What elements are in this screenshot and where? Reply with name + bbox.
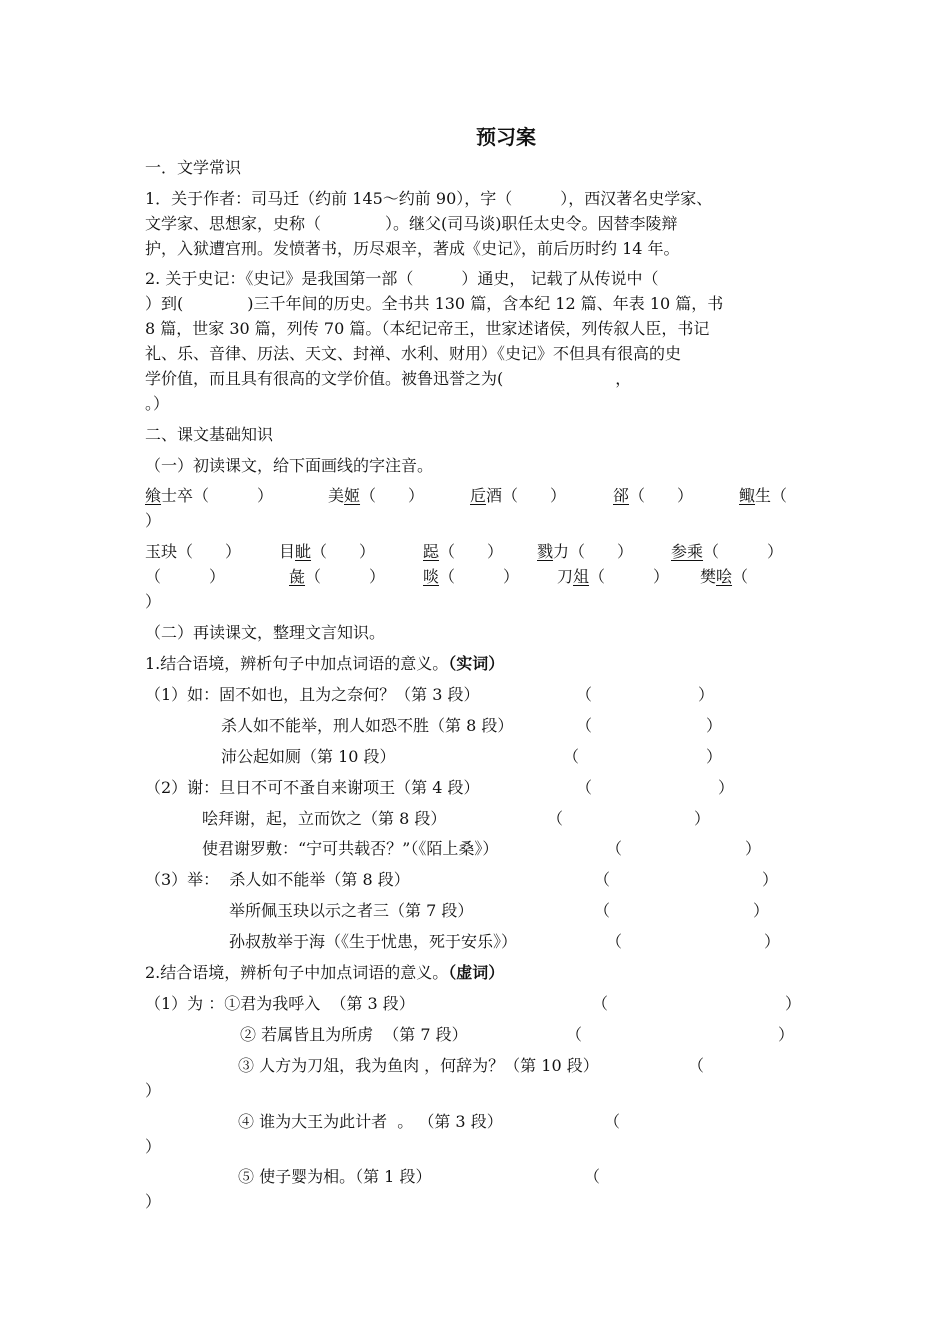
pinyin-item: （ ）	[145, 567, 226, 586]
q1-item: 沛公起如厕（第 10 段）	[221, 747, 396, 766]
answer-paren-open: （	[584, 1167, 601, 1186]
pinyin-item: 啖（ ）	[423, 567, 520, 586]
q1-item: （2）谢：旦日不可不蚤自来谢项王（第 4 段）	[145, 778, 480, 797]
answer-paren-close: ）	[785, 994, 802, 1013]
pinyin-item: 目眦（ ）	[279, 542, 376, 561]
shiji-line-6: 。）	[145, 394, 170, 413]
pinyin-item: 参乘（ ）	[671, 542, 784, 561]
shiji-line-1: 2. 关于史记：《史记》是我国第一部（ ）通史， 记载了从传说中（	[145, 269, 659, 288]
answer-paren-open: （	[594, 901, 611, 920]
q1-item: 哙拜谢，起，立而饮之（第 8 段）	[202, 809, 447, 828]
answer-paren-close: ）	[694, 809, 711, 828]
pinyin-item: 戮力（ ）	[537, 542, 634, 561]
answer-paren-open: （	[604, 1112, 621, 1131]
answer-paren-close: ）	[698, 685, 715, 704]
q2-item: ② 若属皆且为所虏 （第 7 段）	[240, 1025, 468, 1044]
pinyin-item-tail: ）	[145, 511, 162, 530]
question-1: 1.结合语境，辨析句子中加点词语的意义。（实词）	[145, 654, 505, 673]
answer-paren-open: （	[576, 778, 593, 797]
answer-paren-open: （	[566, 1025, 583, 1044]
answer-paren-open: （	[606, 932, 623, 951]
q1-item: 孙叔敖举于海（《生于忧患，死于安乐》）	[229, 932, 518, 951]
author-line-3: 护，入狱遭宫刑。发愤著书，历尽艰辛，著成《史记》，前后历时约 14 年。	[145, 239, 680, 258]
shiji-line-2: ）到( )三千年间的历史。全书共 130 篇，含本纪 12 篇、年表 10 篇，书	[145, 294, 724, 313]
shiji-line-4: 礼、乐、音律、历法、天文、封禅、水利、财用）《史记》不但具有很高的史	[145, 344, 682, 363]
answer-paren-close: ）	[718, 778, 735, 797]
author-line-2: 文学家、思想家，史称（ ）。继父(司马谈)职任太史令。因替李陵辩	[145, 214, 678, 233]
q1-item: 举所佩玉玦以示之者三（第 7 段）	[229, 901, 474, 920]
shiji-line-5: 学价值，而且具有很高的文学价值。被鲁迅誉之为( ，	[145, 369, 632, 388]
q2-item: ⑤ 使子婴为相。（第 1 段）	[238, 1167, 432, 1186]
pinyin-item: 鲰生（	[739, 486, 788, 505]
answer-paren-open: （	[594, 870, 611, 889]
pinyin-item-tail: ）	[145, 592, 162, 611]
q2-item: ③ 人方为刀俎，我为鱼肉 ，何辞为？（第 10 段）	[238, 1056, 599, 1075]
answer-paren-open: （	[563, 747, 580, 766]
answer-paren-close: ）	[145, 1081, 162, 1100]
shiji-line-3: 8 篇，世家 30 篇，列传 70 篇。（本纪记帝王，世家述诸侯，列传叙人臣，书记	[145, 319, 710, 338]
q1-item: （3）举： 杀人如不能举（第 8 段）	[145, 870, 410, 889]
answer-paren-open: （	[592, 994, 609, 1013]
section1-heading: 一．文学常识	[145, 158, 242, 177]
q2-item: （1）为 ：①君为我呼入 （第 3 段）	[145, 994, 415, 1013]
answer-paren-open: （	[547, 809, 564, 828]
q2-item: ④ 谁为大王为此计者 。 （第 3 段）	[238, 1112, 503, 1131]
answer-paren-open: （	[688, 1056, 705, 1075]
pinyin-item: 美姬（ ）	[328, 486, 425, 505]
author-line-1: 1．关于作者：司马迁（约前 145～约前 90），字（ ），西汉著名史学家、	[145, 189, 713, 208]
pinyin-item: 郤（ ）	[613, 486, 694, 505]
answer-paren-close: ）	[762, 870, 779, 889]
subsection-1-heading: （一）初读课文，给下面画线的字注音。	[145, 456, 434, 475]
q1-item: （1）如：固不如也，且为之奈何？（第 3 段）	[145, 685, 480, 704]
answer-paren-close: ）	[145, 1137, 162, 1156]
q1-item: 杀人如不能举，刑人如恐不胜（第 8 段）	[221, 716, 514, 735]
pinyin-item: 彘（ ）	[289, 567, 386, 586]
pinyin-item: 卮酒（ ）	[470, 486, 567, 505]
answer-paren-close: ）	[764, 932, 781, 951]
pinyin-item: 刀俎（ ）	[557, 567, 670, 586]
page-title: 预习案	[476, 125, 536, 149]
q1-item: 使君谢罗敷：“宁可共载否？”（《陌上桑》）	[202, 839, 499, 858]
pinyin-item: 玉玦（ ）	[145, 542, 242, 561]
question-2: 2.结合语境，辨析句子中加点词语的意义。（虚词）	[145, 963, 505, 982]
pinyin-item: 樊哙（	[700, 567, 749, 586]
answer-paren-close: ）	[706, 747, 723, 766]
answer-paren-close: ）	[145, 1192, 162, 1211]
section2-heading: 二、课文基础知识	[145, 425, 274, 444]
answer-paren-open: （	[576, 685, 593, 704]
answer-paren-close: ）	[753, 901, 770, 920]
subsection-2-heading: （二）再读课文，整理文言知识。	[145, 623, 386, 642]
pinyin-item: 跽（ ）	[423, 542, 504, 561]
answer-paren-open: （	[606, 839, 623, 858]
pinyin-item: 飨士卒（ ）	[145, 486, 274, 505]
answer-paren-close: ）	[706, 716, 723, 735]
answer-paren-open: （	[576, 716, 593, 735]
answer-paren-close: ）	[745, 839, 762, 858]
answer-paren-close: ）	[778, 1025, 795, 1044]
